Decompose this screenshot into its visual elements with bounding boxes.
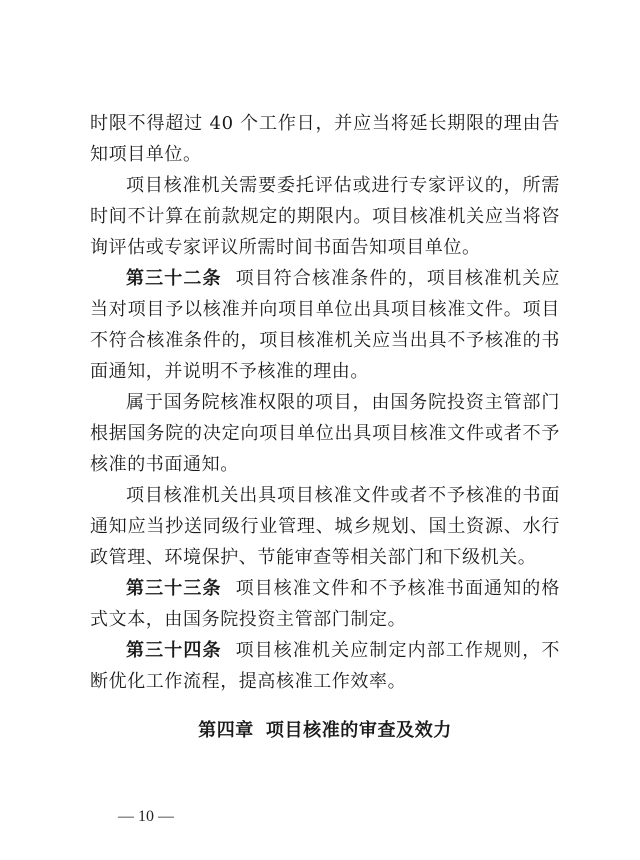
- document-body: [90, 108, 560, 746]
- paragraph: [90, 170, 560, 263]
- paragraph: [90, 387, 560, 480]
- paragraph-text: 时限不得超过 40 个工作日，并应当将延长期限的理由告知项目单位。: [90, 113, 560, 165]
- chapter-title: 项目核准的审查及效力: [265, 720, 452, 741]
- paragraph-article-32: [90, 263, 560, 387]
- paragraph-text: 属于国务院核准权限的项目，由国务院投资主管部门根据国务院的决定向项目单位出具项目核准文件或者不予核准的书面通知。: [90, 392, 560, 475]
- chapter-number: 第四章: [198, 720, 254, 741]
- article-number: 第三十三条: [126, 578, 222, 599]
- article-number: 第三十四条: [126, 640, 222, 661]
- paragraph-article-34: [90, 635, 560, 697]
- page-number: — 10 —: [118, 808, 174, 825]
- paragraph: [90, 480, 560, 573]
- paragraph: [90, 108, 560, 170]
- paragraph-text: 项目核准机关应制定内部工作规则，不断优化工作流程，提高核准工作效率。: [90, 640, 561, 692]
- paragraph-text: 项目核准文件和不予核准书面通知的格式文本，由国务院投资主管部门制定。: [90, 578, 561, 630]
- paragraph-text: 项目核准机关出具项目核准文件或者不予核准的书面通知应当抄送同级行业管理、城乡规划、国土资源、水行政管理、环境保护、节能审查等相关部门和下级机关。: [90, 485, 560, 568]
- article-number: 第三十二条: [126, 268, 222, 289]
- chapter-heading: [90, 715, 560, 746]
- paragraph-text: 项目核准机关需要委托评估或进行专家评议的，所需时间不计算在前款规定的期限内。项目核准机关应当将咨询评估或专家评议所需时间书面告知项目单位。: [90, 175, 560, 258]
- paragraph-article-33: [90, 573, 560, 635]
- paragraph-text: 项目符合核准条件的，项目核准机关应当对项目予以核准并向项目单位出具项目核准文件。项目不符合核准条件的，项目核准机关应当出具不予核准的书面通知，并说明不予核准的理由。: [90, 268, 561, 382]
